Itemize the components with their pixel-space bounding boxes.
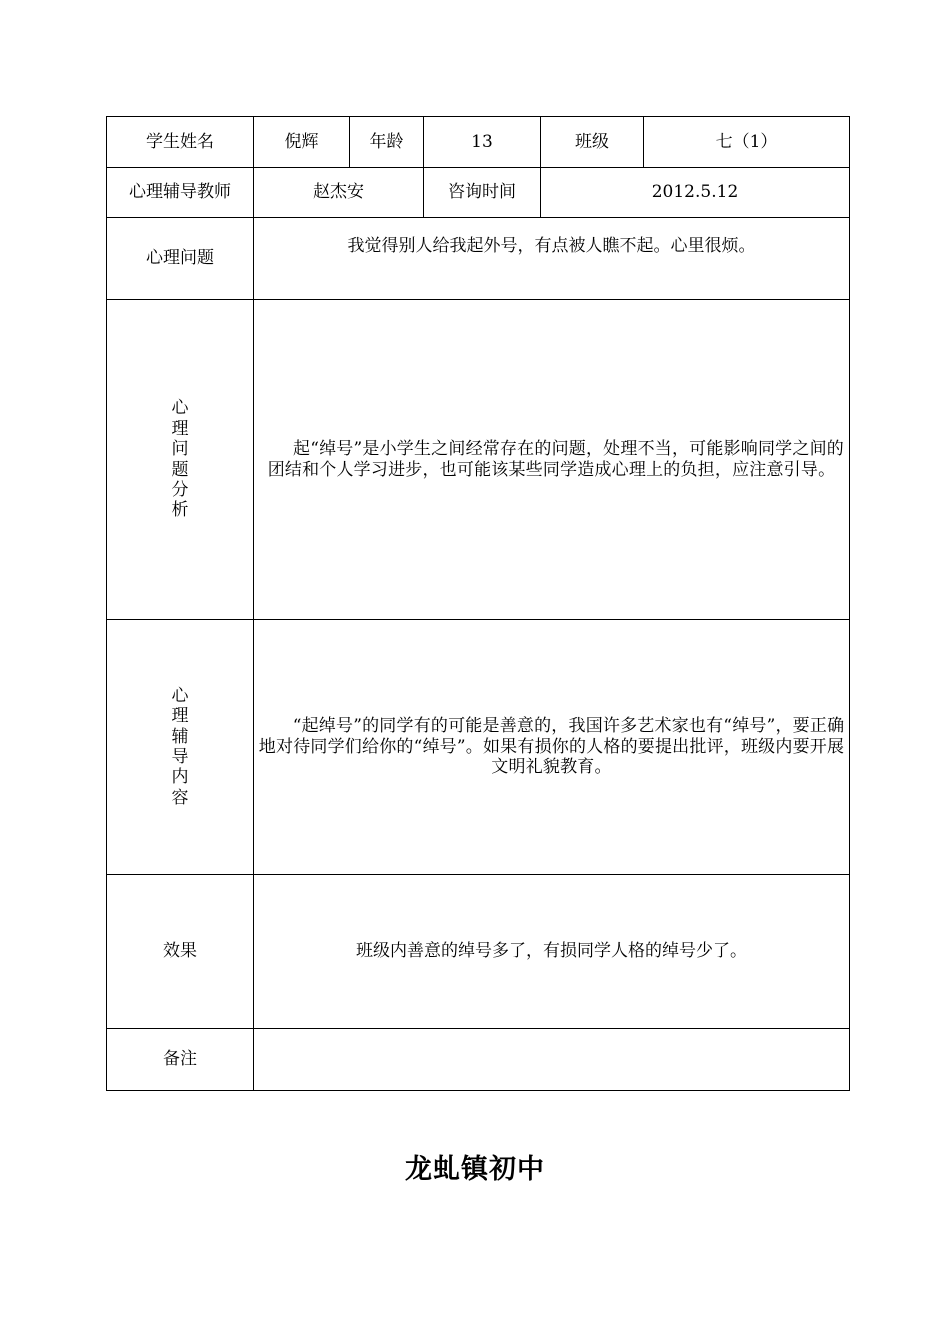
analysis-label-char: 问 [171, 439, 189, 460]
analysis-label [107, 300, 254, 620]
class-label: 班级 [541, 117, 644, 168]
row-student-info [107, 117, 850, 168]
counseling-label-char: 理 [171, 706, 189, 727]
analysis-label-char: 析 [171, 500, 189, 521]
remarks-text [254, 1029, 850, 1091]
row-effect [107, 875, 850, 1029]
counseling-record-table [106, 116, 850, 1091]
class-value: 七（1） [644, 117, 850, 168]
analysis-label-char: 题 [171, 459, 189, 480]
consult-time-label: 咨询时间 [424, 168, 541, 218]
counseling-label-char: 心 [171, 685, 189, 706]
age-label: 年龄 [350, 117, 424, 168]
school-name: 龙虬镇初中 [405, 1154, 545, 1185]
counseling-label-char: 内 [171, 767, 189, 788]
student-name-label: 学生姓名 [107, 117, 254, 168]
age-value: 13 [424, 117, 541, 168]
analysis-label-char: 心 [171, 398, 189, 419]
problem-label: 心理问题 [107, 218, 254, 300]
counseling-label-char: 容 [171, 787, 189, 808]
effect-text: 班级内善意的绰号多了，有损同学人格的绰号少了。 [254, 875, 850, 1029]
effect-label: 效果 [107, 875, 254, 1029]
problem-text: 我觉得别人给我起外号，有点被人瞧不起。心里很烦。 [254, 218, 850, 300]
teacher-label: 心理辅导教师 [107, 168, 254, 218]
counseling-label-char: 导 [171, 747, 189, 767]
analysis-text: 起“绰号”是小学生之间经常存在的问题，处理不当，可能影响同学之间的团结和个人学习进步，也可能该某些同学造成心理上的负担，应注意引导。 [254, 300, 850, 620]
analysis-label-char: 理 [171, 418, 189, 439]
teacher-value: 赵杰安 [254, 168, 424, 218]
remarks-label: 备注 [107, 1029, 254, 1091]
consult-time-value: 2012.5.12 [541, 168, 850, 218]
row-remarks [107, 1029, 850, 1091]
row-problem [107, 218, 850, 300]
analysis-label-char: 分 [171, 479, 189, 500]
row-analysis [107, 300, 850, 620]
counseling-label [107, 620, 254, 875]
student-name-value: 倪辉 [254, 117, 350, 168]
row-teacher-info [107, 168, 850, 218]
counseling-text: “起绰号”的同学有的可能是善意的，我国许多艺术家也有“绰号”，要正确地对待同学们给你的“绰号”。如果有损你的人格的要提出批评，班级内要开展文明礼貌教育。 [254, 620, 850, 875]
counseling-label-char: 辅 [171, 726, 189, 747]
row-counseling [107, 620, 850, 875]
